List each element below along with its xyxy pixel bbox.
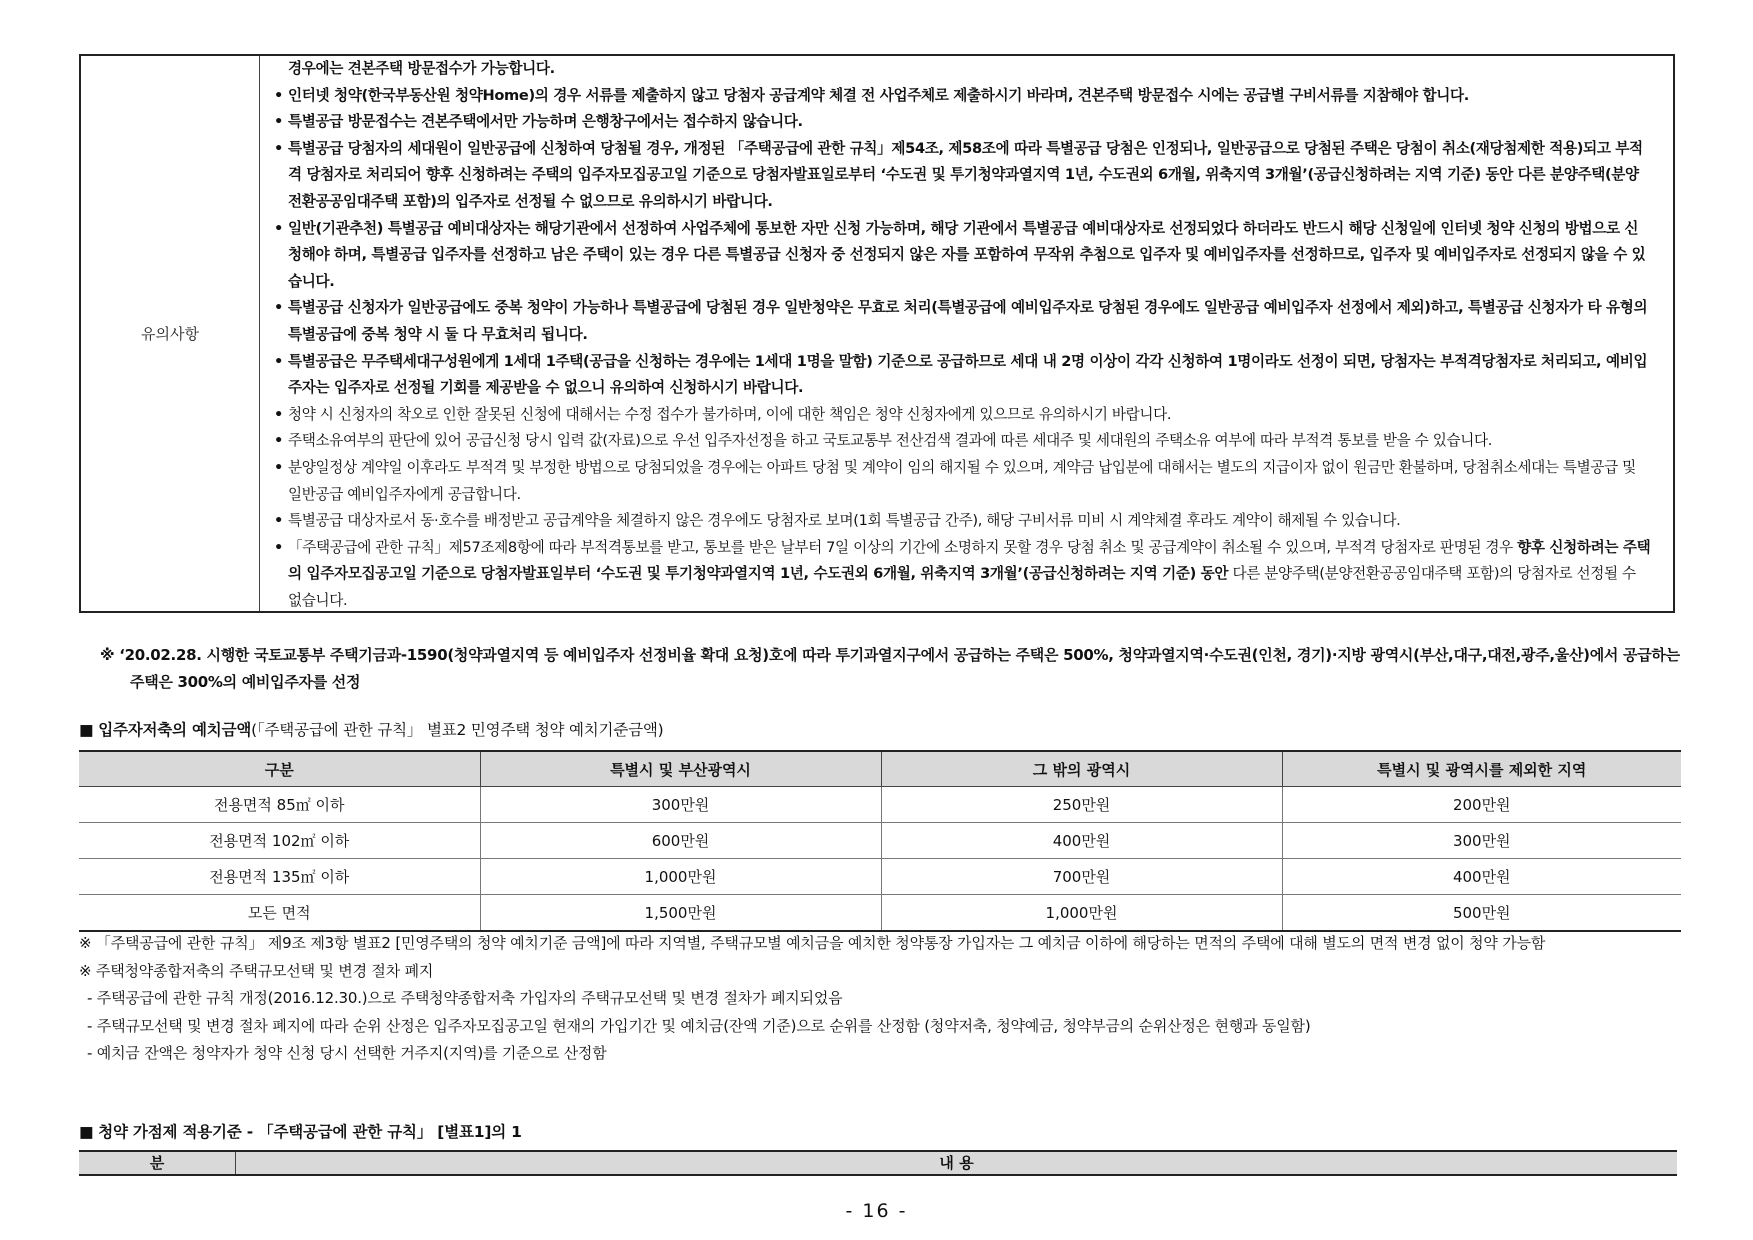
footnote: ※ 주택청약종합저축의 주택규모선택 및 변경 절차 폐지 (79, 961, 434, 980)
notes-last-normal: 「주택공급에 관한 규칙」제57조제8항에 따라 부적격통보를 받고, 통보를 받은 날부터 7일 이상의 기간에 소명하지 못할 경우 당첨 취소 및 공급계약이 취소될 수 있으며, 부적격 당첨자로 판명된 경우 (288, 538, 1518, 556)
table-row (79, 823, 1681, 859)
reserve-ratio-remark: ※ ‘20.02.28. 시행한 국토교통부 주택기금과-1590(청약과열지역 등 예비입주자 선정비율 확대 요청)호에 따라 투기과열지구에서 공급하는 주택은 500%, 청약과열지역·수도권(인천, 경기)·지방 광역시(부산,대구,대전,광주,울산)에서 공급하는 주택은 300%의 예비입주자를 선정 (100, 646, 1680, 691)
notes-last-tail: 다른 분양주택(분양전환공공임대주택 포함)의 당첨자로 선정될 수 없습니다. (288, 565, 1636, 609)
score-title: 청약 가점제 적용기준 - 「주택공급에 관한 규칙」 [별표1]의 1 (98, 1123, 522, 1141)
table-cell: 400만원 (1282, 859, 1681, 895)
table-header-cell: 내 용 (939, 1154, 974, 1172)
table-header-row (79, 751, 1681, 787)
deposit-footnotes (79, 930, 1679, 1068)
deposit-table (79, 750, 1681, 932)
deposit-title: 입주자저축의 예치금액 (98, 721, 252, 739)
table-cell: 400만원 (881, 823, 1282, 859)
table-row (79, 895, 1681, 932)
table-cell: 300만원 (480, 787, 881, 823)
table-header-cell: 특별시 및 부산광역시 (480, 751, 881, 787)
footnote-dash-item: - 주택규모선택 및 변경 절차 폐지에 따라 순위 산정은 입주자모집공고일 현재의 가입기간 및 예치금(잔액 기준)으로 순위를 산정함 (청약저축, 청약예금, 청약부금의 순위산정은 현행과 동일함) (87, 1016, 1311, 1035)
notes-last-bold: 향후 신청하려는 주택의 입주자모집공고일 기준으로 당첨자발표일부터 ‘수도권 및 투기청약과열지역 1년, 수도권외 6개월, 위축지역 3개월’(공급신청하려는 지역 기준) 동안 (288, 538, 1651, 583)
table-header-cell: 분 (79, 1152, 236, 1174)
table-cell: 300만원 (1282, 823, 1681, 859)
table-cell: 250만원 (881, 787, 1282, 823)
notes-item: • 특별공급 방문접수는 견본주택에서만 가능하며 은행창구에서는 접수하지 않습니다. (266, 109, 1651, 136)
notes-header-cell: 유의사항 (81, 56, 260, 611)
notes-item: • 특별공급 당첨자의 세대원이 일반공급에 신청하여 당첨될 경우, 개정된 「주택공급에 관한 규칙」제54조, 제58조에 따라 특별공급 당첨은 인정되나, 일반공급으로 당첨된 주택은 당첨이 취소(재당첨제한 적용)되고 부적격 당첨자로 처리되어 향후 신청하려는 주택의 입주자모집공고일 기준으로 당첨자발표일로부터 ‘수도권 및 투기청약과열지역 1년, 수도권외 6개월, 위축지역 3개월’(공급신청하려는 지역 기준) 동안 다른 분양주택(분양전환공공임대주택 포함)의 입주자로 선정될 수 없으므로 유의하시기 바랍니다. (266, 136, 1651, 216)
table-cell: 600만원 (480, 823, 881, 859)
table-row (79, 787, 1681, 823)
square-bullet-icon: ■ (79, 721, 94, 739)
table-header-cell: 특별시 및 광역시를 제외한 지역 (1282, 751, 1681, 787)
table-header-cell: 구분 (79, 751, 480, 787)
table-cell: 전용면적 135㎡ 이하 (79, 859, 480, 895)
table-row (79, 859, 1681, 895)
notes-table (79, 54, 1675, 613)
footnote-dash-item: - 예치금 잔액은 청약자가 청약 신청 당시 선택한 거주지(지역)를 기준으로 산정함 (87, 1044, 607, 1062)
table-cell: 1,000만원 (881, 895, 1282, 932)
table-cell: 전용면적 102㎡ 이하 (79, 823, 480, 859)
table-cell: 700만원 (881, 859, 1282, 895)
footnote-dash-item: - 주택공급에 관한 규칙 개정(2016.12.30.)으로 주택청약종합저축 가입자의 주택규모선택 및 변경 절차가 폐지되었음 (87, 989, 843, 1007)
notes-item: • 특별공급 신청자가 일반공급에도 중복 청약이 가능하나 특별공급에 당첨된 경우 일반청약은 무효로 처리(특별공급에 예비입주자로 당첨된 경우에도 일반공급 예비입주자 선정에서 제외)하고, 특별공급 신청자가 타 유형의 특별공급에 중복 청약 시 둘 다 무효처리 됩니다. (266, 295, 1651, 348)
notes-item: • 주택소유여부의 판단에 있어 공급신청 당시 입력 값(자료)으로 우선 입주자선정을 하고 국토교통부 전산검색 결과에 따른 세대주 및 세대원의 주택소유 여부에 따라 부적격 통보를 받을 수 있습니다. (266, 428, 1651, 455)
footnote: ※ 「주택공급에 관한 규칙」 제9조 제3항 별표2 [민영주택의 청약 예치기준 금액]에 따라 지역별, 주택규모별 예치금을 예치한 청약통장 가입자는 그 예치금 이하에 해당하는 면적의 주택에 대해 별도의 면적 변경 없이 청약 가능함 (79, 934, 1546, 952)
deposit-section-title (79, 718, 663, 740)
page-number: - 16 - (845, 1200, 908, 1222)
table-cell: 500만원 (1282, 895, 1681, 932)
score-section-title (79, 1120, 522, 1142)
table-cell: 1,000만원 (480, 859, 881, 895)
notes-item: • 일반(기관추천) 특별공급 예비대상자는 해당기관에서 선정하여 사업주체에 통보한 자만 신청 가능하며, 해당 기관에서 특별공급 예비대상자로 선정되었다 하더라도 반드시 해당 신청일에 인터넷 청약 신청의 방법으로 신청해야 하며, 특별공급 입주자를 선정하고 남은 주택이 있는 경우 다른 특별공급 신청자 중 선정되지 않은 자를 포함하여 무작위 추첨으로 입주자 및 예비입주자를 선정하므로, 입주자 및 예비입주자로 선정되지 않을 수 있습니다. (266, 216, 1651, 296)
square-bullet-icon: ■ (79, 1123, 94, 1141)
table-header-cell: 그 밖의 광역시 (881, 751, 1282, 787)
notes-item: • 청약 시 신청자의 착오로 인한 잘못된 신청에 대해서는 수정 접수가 불가하며, 이에 대한 책임은 청약 신청자에게 있으므로 유의하시기 바랍니다. (266, 402, 1651, 429)
notes-item: • 인터넷 청약(한국부동산원 청약Home)의 경우 서류를 제출하지 않고 당첨자 공급계약 체결 전 사업주체로 제출하시기 바라며, 견본주택 방문접수 시에는 공급별 구비서류를 지참해야 합니다. (266, 83, 1651, 110)
notes-item: • 특별공급은 무주택세대구성원에게 1세대 1주택(공급을 신청하는 경우에는 1세대 1명을 말함) 기준으로 공급하므로 세대 내 2명 이상이 각각 신청하여 1명이라도 선정이 되면, 당첨자는 부적격당첨자로 처리되고, 예비입주자는 입주자로 선정될 기회를 제공받을 수 없으니 유의하여 신청하시기 바랍니다. (266, 349, 1651, 402)
notes-item: • 분양일정상 계약일 이후라도 부적격 및 부정한 방법으로 당첨되었을 경우에는 아파트 당첨 및 계약이 임의 해지될 수 있으며, 계약금 납입분에 대해서는 별도의 지급이자 없이 원금만 환불하며, 당첨취소세대는 특별공급 및 일반공급 예비입주자에게 공급합니다. (266, 455, 1651, 508)
table-cell: 전용면적 85㎡ 이하 (79, 787, 480, 823)
deposit-subtitle: (「주택공급에 관한 규칙」 별표2 민영주택 청약 예치기준금액) (251, 721, 664, 739)
table-cell: 모든 면적 (79, 895, 480, 932)
notes-item: • 특별공급 대상자로서 동·호수를 배정받고 공급계약을 체결하지 않은 경우에도 당첨자로 보며(1회 특별공급 간주), 해당 구비서류 미비 시 계약체결 후라도 계약이 해제될 수 있습니다. (266, 508, 1651, 535)
score-table-header (79, 1150, 1677, 1176)
notes-content (260, 56, 1673, 611)
table-cell: 1,500만원 (480, 895, 881, 932)
table-cell: 200만원 (1282, 787, 1681, 823)
notes-item-last (266, 535, 1651, 615)
notes-first-line: 경우에는 견본주택 방문접수가 가능합니다. (288, 60, 555, 77)
